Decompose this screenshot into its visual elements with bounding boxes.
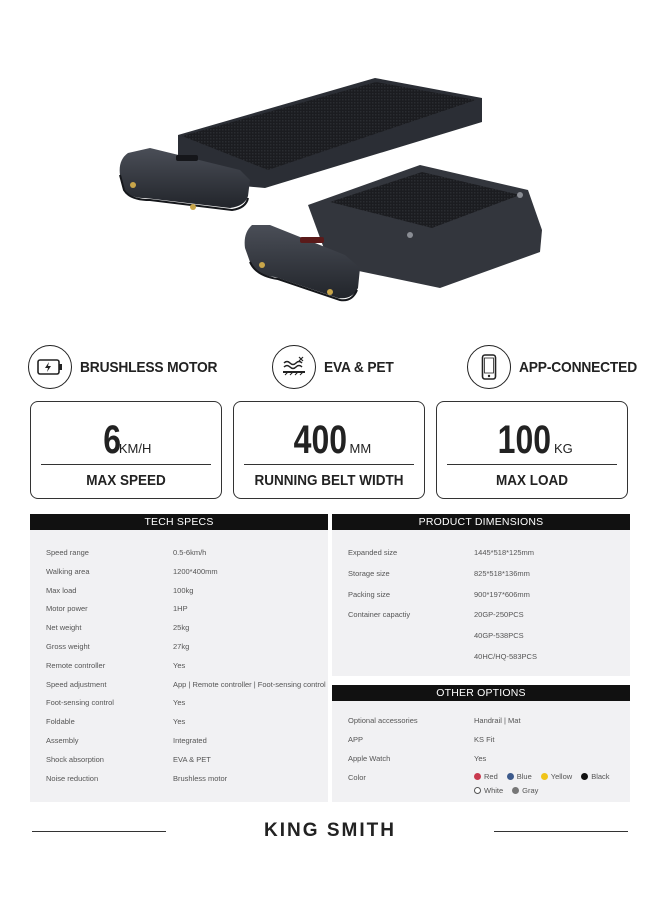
color-swatch-icon [474, 773, 481, 780]
spec-value: 100kg [173, 585, 194, 595]
stat-unit: KM/H [118, 441, 152, 456]
battery-icon [28, 345, 72, 389]
spec-value: 825*518*136mm [474, 568, 530, 578]
spec-value: Yes [173, 698, 186, 708]
spec-key: Foldable [46, 717, 75, 727]
spec-value: 40GP-538PCS [474, 631, 524, 641]
stat-value: 6 [102, 418, 121, 462]
spec-value: Yes [173, 660, 186, 670]
spec-key: Remote controller [46, 660, 106, 670]
divider [244, 464, 414, 465]
feature-label: BRUSHLESS MOTOR [80, 358, 218, 376]
spec-key: Apple Watch [348, 754, 391, 763]
feature-label: EVA & PET [324, 358, 394, 376]
treadmill-folded [245, 165, 542, 300]
color-name: White [484, 786, 504, 795]
spec-value: 40HC/HQ-583PCS [474, 652, 537, 661]
color-swatch-icon [541, 773, 548, 780]
stat-value: 100 [497, 418, 552, 462]
spec-value: App | Remote controller | Foot-sensing control [173, 679, 326, 689]
color-option [507, 772, 532, 781]
spec-key: Shock absorption [46, 754, 104, 764]
color-options-line2 [474, 786, 547, 795]
color-swatch-icon [512, 787, 519, 794]
divider [447, 464, 617, 465]
stat-label: MAX LOAD [496, 472, 568, 489]
spec-value: Integrated [173, 736, 207, 745]
spec-key: Storage size [348, 568, 390, 578]
color-option [512, 786, 538, 795]
spec-key: Speed range [46, 548, 89, 557]
color-swatch-icon [507, 773, 514, 780]
stat-max-speed [30, 401, 222, 499]
spec-key: Max load [46, 585, 77, 595]
stat-label: RUNNING BELT WIDTH [254, 472, 404, 489]
color-option [581, 772, 609, 781]
shock-absorption-icon [272, 345, 316, 389]
tech-specs-title: TECH SPECS [30, 514, 328, 530]
stat-unit: KG [553, 441, 573, 456]
stat-label: MAX SPEED [86, 472, 166, 489]
spec-key: Packing size [348, 589, 391, 599]
color-name: Red [484, 772, 498, 781]
spec-key: Assembly [46, 736, 79, 745]
color-options [474, 772, 619, 781]
smartphone-icon [467, 345, 511, 389]
spec-value: 1HP [173, 604, 188, 614]
color-name: Black [591, 772, 610, 781]
tech-specs-panel [30, 514, 328, 802]
feature-brushless-motor [28, 343, 229, 391]
spec-value: 20GP-250PCS [474, 610, 524, 620]
stat-max-load [436, 401, 628, 499]
product-dimensions-panel [332, 514, 630, 676]
other-options-panel [332, 685, 630, 802]
spec-value: Handrail | Mat [474, 716, 521, 725]
brand-logo: KING SMITH [264, 820, 396, 841]
spec-value: EVA & PET [173, 754, 211, 764]
spec-value: Yes [474, 754, 487, 763]
color-name: Blue [516, 772, 532, 781]
spec-key: APP [348, 735, 364, 744]
spec-value: 1200*400mm [173, 566, 218, 576]
spec-key: Foot-sensing control [46, 698, 114, 708]
spec-value: 25kg [173, 623, 190, 633]
spec-key: Motor power [46, 604, 88, 614]
spec-key: Noise reduction [46, 773, 99, 783]
spec-value: 1445*518*125mm [474, 548, 535, 557]
spec-value: KS Fit [474, 735, 495, 744]
feature-eva-pet [272, 343, 400, 391]
stat-unit: MM [349, 441, 372, 456]
spec-key: Expanded size [348, 548, 398, 557]
spec-value: Yes [173, 717, 186, 727]
footer-rule-right [494, 831, 628, 832]
color-swatch-icon [474, 787, 481, 794]
product-dimensions-title: PRODUCT DIMENSIONS [332, 514, 630, 530]
color-name: Gray [522, 786, 539, 795]
spec-value: Brushless motor [173, 773, 228, 783]
spec-key: Container capactiy [348, 610, 411, 620]
spec-value: 900*197*606mm [474, 589, 530, 599]
spec-value: 0.5-6km/h [173, 548, 207, 557]
divider [41, 464, 211, 465]
color-option [474, 786, 503, 795]
color-option [474, 772, 498, 781]
spec-key: Walking area [46, 566, 90, 576]
color-name: Yellow [550, 772, 573, 781]
feature-app-connected [467, 343, 647, 391]
stat-value: 400 [293, 418, 347, 462]
spec-key: Gross weight [46, 642, 90, 651]
spec-value: 27kg [173, 642, 190, 651]
color-option [541, 772, 572, 781]
spec-key: Optional accessories [348, 716, 418, 725]
spec-key: Speed adjustment [46, 679, 107, 689]
spec-key: Color [348, 773, 366, 782]
stat-belt-width [233, 401, 425, 499]
color-swatch-icon [581, 773, 588, 780]
feature-label: APP-CONNECTED [519, 358, 637, 376]
spec-key: Net weight [46, 623, 82, 633]
product-image [0, 30, 660, 330]
other-options-title: OTHER OPTIONS [332, 685, 630, 701]
